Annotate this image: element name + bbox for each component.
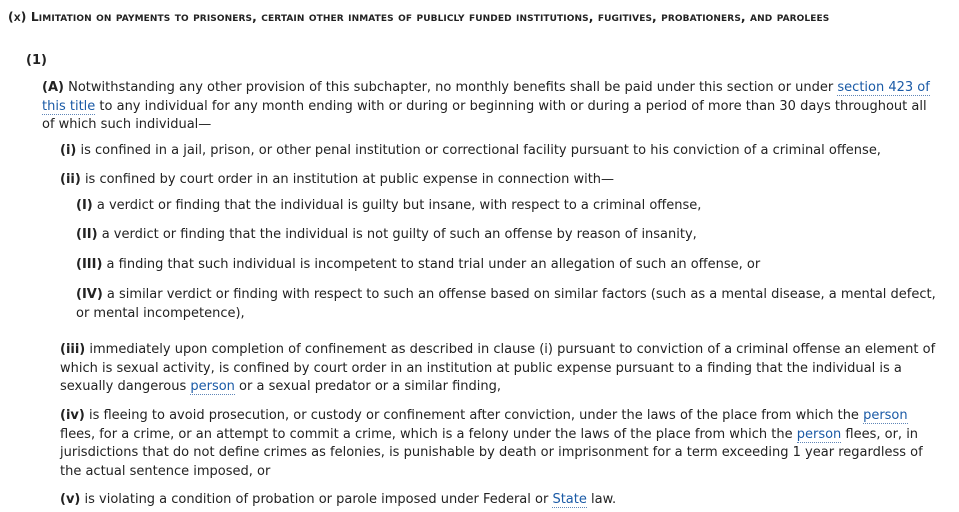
subclause-III-text: a finding that such individual is incompetent to stand trial under an allegation of such an offense, or bbox=[106, 257, 761, 272]
subclause-III bbox=[76, 256, 936, 275]
subclause-IV-designation: (IV) bbox=[76, 287, 103, 302]
subclause-III-designation: (III) bbox=[76, 257, 103, 272]
clause-iv-designation: (iv) bbox=[60, 408, 85, 423]
subsection-title: Limitation on payments to prisoners, certain other inmates of publicly funded institutions, fugitives, probationers, and parolees bbox=[30, 10, 830, 24]
subparagraph-a-text-2: to any individual for any month ending with or during or beginning with or during a period of more than 30 days throughout all of which such individual— bbox=[42, 98, 927, 133]
subclause-I-text: a verdict or finding that the individual is guilty but insane, with respect to a criminal offense, bbox=[96, 198, 702, 213]
clause-iv-text-2: flees, for a crime, or an attempt to commit a crime, which is a felony under the laws of the place from which the bbox=[60, 426, 797, 442]
person-link[interactable]: person bbox=[190, 379, 235, 395]
subclause-II-text: a verdict or finding that the individual is not guilty of such an offense by reason of insanity, bbox=[101, 227, 697, 242]
subparagraph-a-designation: (A) bbox=[42, 80, 64, 95]
subsection-heading bbox=[8, 8, 943, 26]
clause-ii bbox=[60, 171, 940, 190]
clause-iii-designation: (iii) bbox=[60, 342, 86, 357]
section-423-link[interactable]: section 423 of this title bbox=[42, 80, 930, 114]
clause-v-text-2: law. bbox=[586, 492, 617, 507]
paragraph-1 bbox=[26, 52, 47, 71]
subclause-I bbox=[76, 197, 936, 216]
clause-v bbox=[60, 491, 940, 510]
clause-ii-designation: (ii) bbox=[60, 172, 81, 187]
person-link[interactable]: person bbox=[796, 426, 842, 442]
clause-ii-text: is confined by court order in an institution at public expense in connection with— bbox=[84, 172, 615, 187]
state-link[interactable]: State bbox=[552, 492, 587, 507]
clause-i bbox=[60, 142, 940, 161]
subclause-I-designation: (I) bbox=[76, 198, 93, 213]
clause-iii bbox=[60, 341, 940, 397]
clause-iv-text-3: flees, or, in jurisdictions that do not define crimes as felonies, is punishable by death or imprisonment for a term exceeding 1 year regardless of the actual sentence imposed, or bbox=[60, 426, 923, 479]
clause-iii-text-2: or a sexual predator or a similar finding, bbox=[234, 379, 501, 395]
subparagraph-a-text-1: Notwithstanding any other provision of this subchapter, no monthly benefits shall be paid under this section or under bbox=[68, 80, 838, 95]
clause-iv bbox=[60, 407, 940, 481]
clause-i-text: is confined in a jail, prison, or other penal institution or correctional facility pursuant to his conviction of a criminal offense, bbox=[80, 143, 881, 158]
subclause-IV-text: a similar verdict or finding with respect to such an offense based on similar factors (such as a mental disease, a mental defect, or mental incompetence), bbox=[76, 287, 936, 321]
subclause-IV bbox=[76, 286, 936, 323]
clause-iv-text-1: is fleeing to avoid prosecution, or custody or confinement after conviction, under the laws of the place from which the bbox=[88, 408, 864, 423]
clause-iii-text-1: immediately upon completion of confinement as described in clause (i) pursuant to conviction of a criminal offense an element of which is sexual activity, is confined by court order in an institution at public expense pursuant to a finding that the individual is a sexually dangerous bbox=[60, 342, 936, 395]
paragraph-1-designation: (1) bbox=[26, 53, 47, 68]
clause-v-text-1: is violating a condition of probation or parole imposed under Federal or bbox=[84, 492, 553, 507]
clause-v-designation: (v) bbox=[60, 492, 81, 507]
person-link[interactable]: person bbox=[863, 408, 908, 423]
subclause-II bbox=[76, 226, 936, 245]
subsection-designation: (x) bbox=[8, 10, 27, 24]
subclause-II-designation: (II) bbox=[76, 227, 98, 242]
subparagraph-a bbox=[42, 79, 932, 135]
clause-i-designation: (i) bbox=[60, 143, 77, 158]
